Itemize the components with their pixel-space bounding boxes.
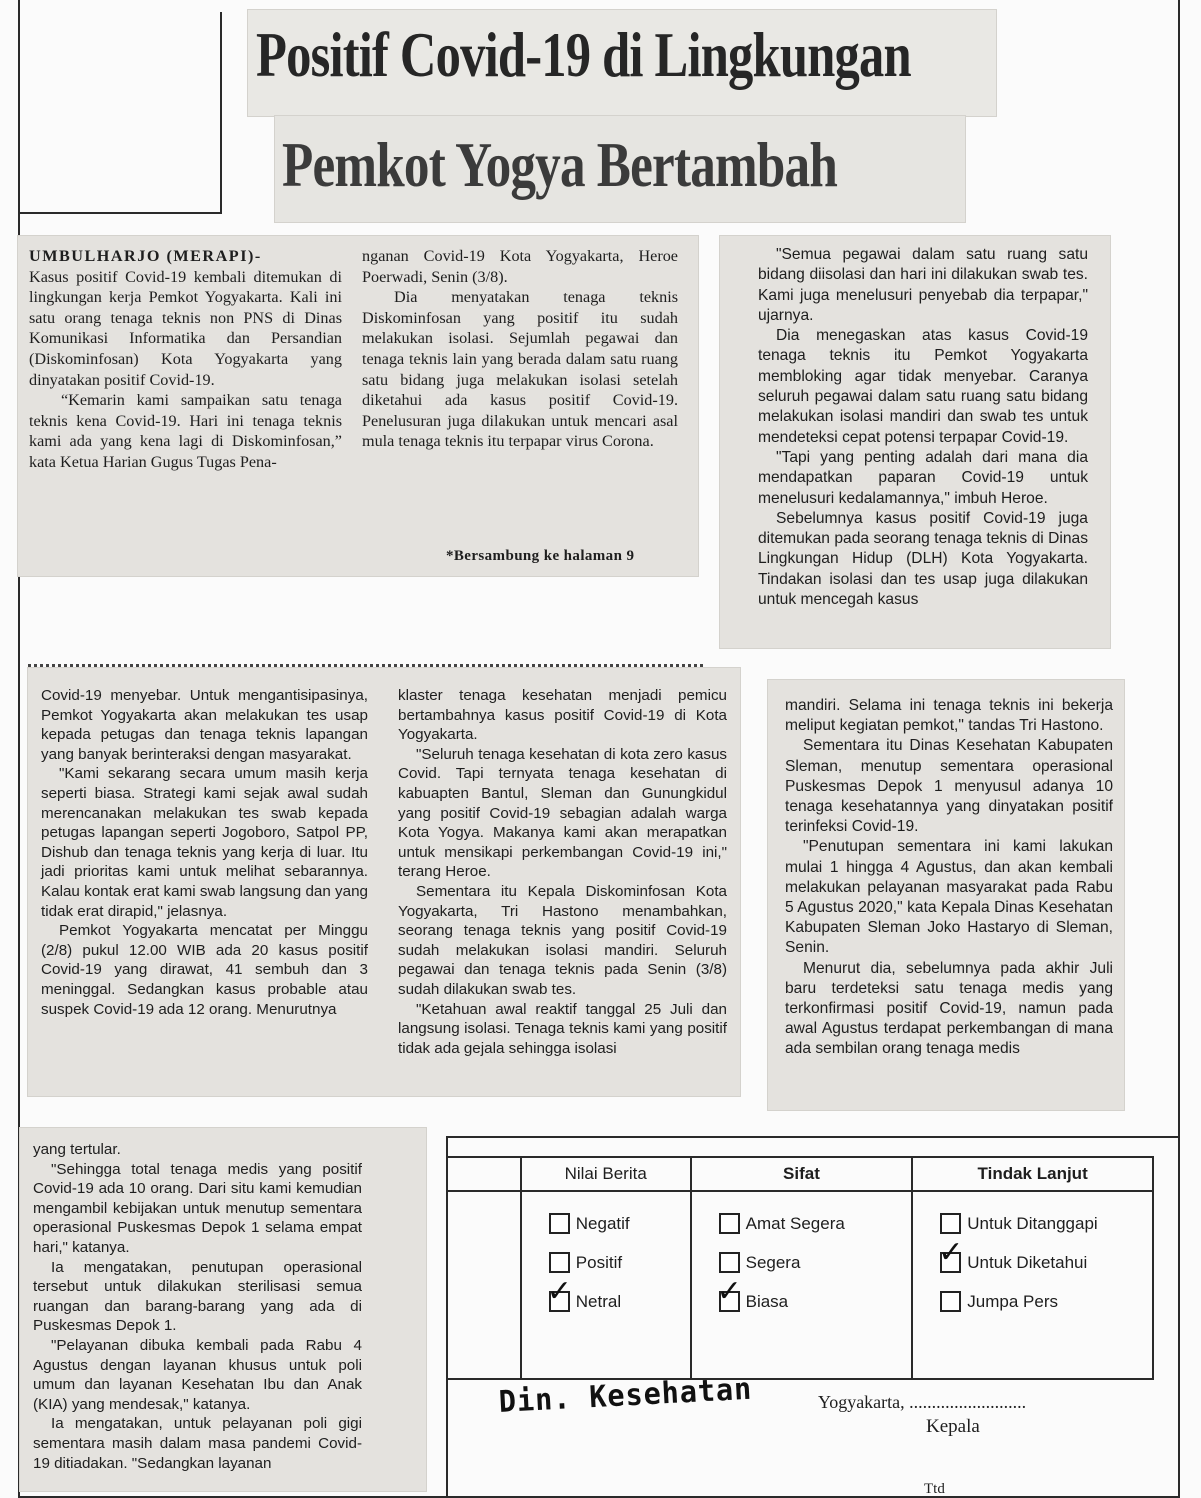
signatory: Kepala [926,1416,980,1437]
checkbox-segera[interactable] [719,1252,740,1273]
option-label: Amat Segera [745,1213,845,1233]
paragraph: Sementara itu Dinas Kesehatan Kabupaten Sleman, menutup sementara operasional Puskesmas Depok 1 menyusul adanya 10 tenaga kesehatannya yang dinyatakan positif terinfeksi Covid-19. [785,737,1113,836]
table-spacer [446,1191,521,1379]
article-mid-col3 [785,696,1113,1060]
paragraph: "Seluruh tenaga kesehatan di kota zero kasus Covid. Tapi ternyata tenaga kesehatan di kabuapten Bantul, Sleman dan Gunungkidul yang positif Covid-19 sebagian adalah warga Kota Yogya. Makanya kami akan merapatkan untuk mensikapi perkembangan Covid-19 ini," terang Heroe. [398,745,727,881]
checkbox-positif[interactable] [549,1252,570,1273]
article-bottom-col1 [33,1140,362,1473]
paragraph: Menurut dia, sebelumnya pada akhir Juli baru terdeteksi satu tenaga medis yang terkonfirmasi positif Covid-19, namun pada awal Agustus terdapat perkembangan di mana ada sembilan orang tenaga medis [785,959,1113,1058]
evaluation-table [446,1156,1154,1380]
paragraph: Covid-19 menyebar. Untuk mengantisipasinya, Pemkot Yogyakarta akan melakukan tes usap kepada petugas dan tenaga teknis lapangan yang banyak berinteraksi dengan masyarakat. [41,687,368,763]
paragraph: Sebelumnya kasus positif Covid-19 juga ditemukan pada seorang tenaga teknis di Dinas Lingkungan Hidup (DLH) Kota Yogyakarta. Tindakan isolasi dan tes usap juga dilakukan untuk mencegah kasus [758,509,1088,609]
option-amat-segera[interactable] [693,1204,911,1243]
option-untuk-diketahui[interactable] [914,1235,1151,1282]
option-label: Untuk Ditanggapi [967,1213,1098,1233]
article-top-col3 [758,245,1088,610]
checkbox-untuk-ditanggapi[interactable] [940,1213,961,1234]
paragraph: klaster tenaga kesehatan menjadi pemicu bertambahnya kasus positif Covid-19 di Kota Yogyakarta. [398,687,727,744]
checkbox-netral[interactable] [546,1274,572,1312]
paragraph: Sementara itu Kepala Diskominfosan Kota Yogyakarta, Tri Hastono menambahkan, seorang tenaga teknis yang positif Covid-19 sudah melakukan isolasi mandiri. Seluruh pegawai dan tenaga teknis pada Senin (3/8) sudah dilakukan swab tes. [398,882,727,998]
handwritten-source: Din. Kesehatan [498,1371,754,1420]
option-biasa[interactable] [693,1274,911,1321]
paragraph: Dia menyatakan tenaga teknis Diskominfosan yang positif itu sudah melakukan isolasi. Sejumlah pegawai dan tenaga teknis lain yang berada dalam satu ruang satu bidang juga melakukan isolasi setelah diketahui ada kasus positif Covid-19. Penelusuran juga dilakukan untuk mencari asal mula tenaga teknis itu terpapar virus Corona. [362,288,678,451]
article-top-col2 [362,246,678,452]
option-negatif[interactable] [523,1204,689,1243]
option-label: Negatif [575,1213,630,1233]
check-mark-icon: ✓ [716,1274,742,1309]
option-netral[interactable] [523,1274,689,1321]
article-top-col1 [29,246,342,473]
checkbox-jumpa-pers[interactable] [940,1291,961,1312]
header-tindak-lanjut: Tindak Lanjut [912,1157,1153,1191]
paragraph: "Tapi yang penting adalah dari mana dia mendapatkan paparan Covid-19 untuk menelusuri kedalamannya," imbuh Heroe. [758,448,1088,507]
check-mark-icon: ✓ [938,1235,964,1270]
option-label: Jumpa Pers [967,1291,1058,1311]
paragraph: "Kami sekarang secara umum masih kerja seperti biasa. Strategi kami sejak awal sudah merencanakan melakukan tes swab kepada petugas lapangan seperti Jogoboro, Satpol PP, Dishub dan tenaga teknis yang kerja di luar. Itu jadi prioritas kami untuk melihat sebarannya. Kalau kontak erat kami swab langsung dan yang tidak erat dirapid," jelasnya. [41,765,368,920]
paragraph: Kasus positif Covid-19 kembali ditemukan di lingkungan kerja Pemkot Yogyakarta. Kali ini satu orang tenaga teknis non PNS di Dinas Komunikasi Informatika dan Persandian (Diskominfosan) Kota Yogyakarta yang dinyatakan positif Covid-19. [29,267,342,389]
dateline: UMBULHARJO (MERAPI)- [29,247,262,265]
paragraph: Dia menegaskan atas kasus Covid-19 tenaga teknis itu Pemkot Yogyakarta membloking agar tidak menyebar. Caranya seluruh pegawai dalam satu ruang satu bidang melakukan isolasi mandiri dan swab tes untuk mendeteksi cepat potensi terpapar Covid-19. [758,327,1088,446]
paragraph: "Pelayanan dibuka kembali pada Rabu 4 Agustus dengan layanan khusus untuk poli umum dan layanan Kesehatan Ibu dan Anak (KIA) yang mendesak," katanya. [33,1336,362,1413]
paragraph: "Sehingga total tenaga medis yang positif Covid-19 ada 10 orang. Dari situ kami kemudian mengambil kebijakan untuk menutup sementara operasional Puskesmas Depok 1 selama empat hari," katanya. [33,1160,362,1256]
table-corner [446,1157,521,1191]
option-label: Segera [745,1252,801,1272]
article-mid-col2 [398,686,727,1058]
paragraph: Pemkot Yogyakarta mencatat per Minggu (2/8) pukul 12.00 WIB ada 20 kasus positif Covid-19 yang dirawat, 41 sembuh dan 3 meninggal. Sedangkan kasus probable atau suspek Covid-19 ada 12 orang. Menurutnya [41,922,368,1018]
option-label: Netral [575,1291,622,1311]
paragraph: yang tertular. [33,1141,121,1158]
checkbox-negatif[interactable] [549,1213,570,1234]
paragraph: Ia mengatakan, penutupan operasional tersebut untuk dilakukan sterilisasi semua ruangan dan barang-barang yang ada di Puskesmas Depok 1. [33,1258,362,1335]
paragraph: nganan Covid-19 Kota Yogyakarta, Heroe Poerwadi, Senin (3/8). [362,247,678,286]
checkbox-amat-segera[interactable] [719,1213,740,1234]
option-label: Biasa [745,1291,789,1311]
tindak-lanjut-options [912,1191,1153,1379]
paragraph: mandiri. Selama ini tenaga teknis ini bekerja meliput kegiatan pemkot," tandas Tri Hastono. [785,697,1113,735]
paragraph: "Penutupan sementara ini kami lakukan mulai 1 hingga 4 Agustus, dan akan kembali melakukan pelayanan masyarakat pada Rabu 5 Agustus 2020," kata Kepala Dinas Kesehatan Kabupaten Sleman Joko Hastaryo di Sleman, Senin. [785,838,1113,957]
headline-line-2: Pemkot Yogya Bertambah [282,129,838,200]
checkbox-untuk-diketahui[interactable] [938,1235,964,1273]
paragraph: Ia mengatakan, untuk pelayanan poli gigi sementara masih dalam masa pandemi Covid-19 ditiadakan. "Sedangkan layanan [33,1415,362,1472]
paragraph: “Kemarin kami sampaikan satu tenaga teknis kena Covid-19. Hari ini tenaga teknis kami ada yang kena lagi di Diskominfosan,” kata Ketua Harian Gugus Tugas Pena- [29,391,342,471]
option-jumpa-pers[interactable] [914,1282,1151,1321]
check-mark-icon: ✓ [546,1274,572,1309]
sifat-options [691,1191,913,1379]
header-nilai-berita: Nilai Berita [521,1157,691,1191]
headline-line-1: Positif Covid-19 di Lingkungan [256,19,911,90]
place-date: Yogyakarta, .......................... [818,1392,1027,1412]
paragraph: "Ketahuan awal reaktif tanggal 25 Juli dan langsung isolasi. Tenaga teknis kami yang positif tidak ada gejala sehingga isolasi [398,1000,727,1057]
article-mid-col1 [41,686,368,1019]
headline-bracket [18,12,222,214]
paragraph: "Semua pegawai dalam satu ruang satu bidang diisolasi dan hari ini dilakukan swab tes. Kami juga menelusuri penyebab dia terpapar," ujarnya. [758,246,1088,324]
option-label: Untuk Diketahui [967,1252,1088,1272]
option-label: Positif [575,1252,623,1272]
checkbox-biasa[interactable] [716,1274,742,1312]
nilai-berita-options [521,1191,691,1379]
footer-fragment: Ttd [924,1481,945,1497]
header-sifat: Sifat [691,1157,913,1191]
cut-line [28,664,703,667]
continued-note: *Bersambung ke halaman 9 [446,548,635,564]
